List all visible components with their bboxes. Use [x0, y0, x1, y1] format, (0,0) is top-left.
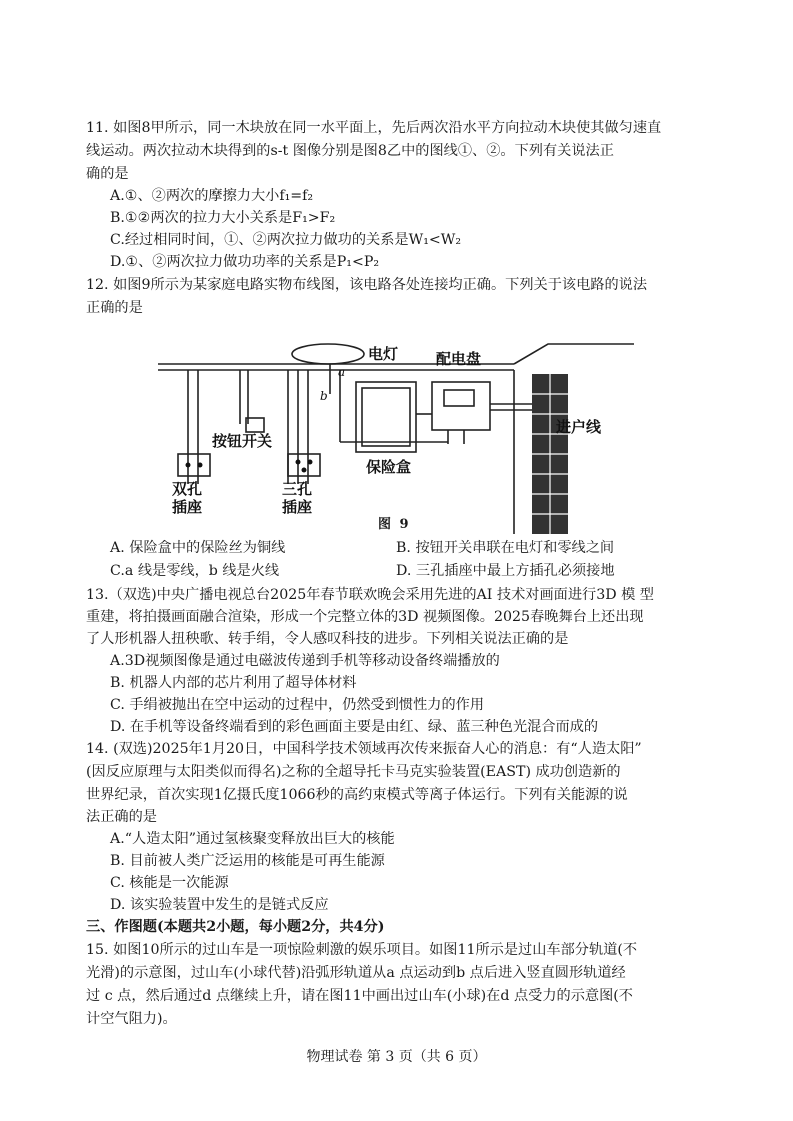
q13-line-1: 13.（双选)中央广播电视总台2025年春节联欢晚会采用先进的AI 技术对画面进行3D 模 型 — [86, 587, 654, 603]
entry-wire-label: 进户线 — [556, 418, 602, 436]
lamp-label: 电灯 — [368, 345, 399, 363]
q14-line-1: 14. (双选)2025年1月20日，中国科学技术领域再次传来振奋人心的消息：有“人造太阳” — [86, 741, 642, 757]
q15-line-3: 过 c 点，然后通过d 点继续上升，请在图11中画出过山车(小球)在d 点受力的示意图(不 — [86, 988, 633, 1004]
three-hole-socket-label-1: 三孔 — [282, 480, 313, 498]
panel-label: 配电盘 — [436, 350, 482, 368]
q11-line-2: 线运动。两次拉动木块得到的s-t 图像分别是图8乙中的图线①、②。下列有关说法正 — [86, 143, 614, 159]
q11-option-d: D.①、②两次拉力做功功率的关系是P₁<P₂ — [110, 254, 380, 270]
q11-line-1: 11. 如图8甲所示，同一木块放在同一水平面上，先后两次沿水平方向拉动木块使其做匀速直 — [86, 120, 662, 136]
two-hole-socket-label-2: 插座 — [172, 498, 203, 516]
q12-option-a: A. 保险盒中的保险丝为铜线 — [110, 540, 286, 556]
page-footer: 物理试卷 第 3 页（共 6 页） — [306, 1049, 487, 1065]
q14-line-4: 法正确的是 — [86, 809, 157, 825]
q14-option-c: C. 核能是一次能源 — [110, 875, 229, 891]
q13-option-d: D. 在手机等设备终端看到的彩色画面主要是由红、绿、蓝三种色光混合而成的 — [110, 719, 599, 735]
q14-option-b: B. 目前被人类广泛运用的核能是可再生能源 — [110, 853, 385, 869]
q14-option-a: A.“人造太阳”通过氢核聚变释放出巨大的核能 — [110, 831, 395, 847]
switch-label: 按钮开关 — [212, 432, 273, 450]
q11-line-3: 确的是 — [86, 166, 129, 182]
q15-line-1: 15. 如图10所示的过山车是一项惊险刺激的娱乐项目。如图11所示是过山车部分轨道(不 — [86, 942, 638, 958]
q13-line-3: 了人形机器人扭秧歌、转手绢，令人感叹科技的进步。下列相关说法正确的是 — [86, 631, 569, 647]
wire-b-label: b — [320, 389, 328, 403]
figure-9-caption: 图 9 — [378, 517, 411, 532]
q12-line-1: 12. 如图9所示为某家庭电路实物布线图，该电路各处连接均正确。下列关于该电路的说法 — [86, 277, 648, 293]
q14-option-d: D. 该实验装置中发生的是链式反应 — [110, 897, 329, 913]
q11-option-b: B.①②两次的拉力大小关系是F₁>F₂ — [110, 210, 336, 226]
q11-option-a: A.①、②两次的摩擦力大小f₁=f₂ — [110, 188, 314, 204]
q12-option-c: C.a 线是零线，b 线是火线 — [110, 563, 280, 579]
wire-a-label: a — [338, 365, 346, 379]
q13-option-a: A.3D视频图像是通过电磁波传递到手机等移动设备终端播放的 — [110, 653, 500, 669]
q12-option-d: D. 三孔插座中最上方插孔必须接地 — [396, 563, 615, 579]
q13-option-c: C. 手绢被抛出在空中运动的过程中，仍然受到惯性力的作用 — [110, 697, 485, 713]
q14-line-2: (因反应原理与太阳类似而得名)之称的全超导托卡马克实验装置(EAST) 成功创造新的 — [86, 764, 621, 780]
q14-line-3: 世界纪录，首次实现1亿摄氏度1066秒的高约束模式等离子体运行。下列有关能源的说 — [86, 787, 628, 803]
q12-option-b: B. 按钮开关串联在电灯和零线之间 — [396, 540, 615, 556]
section-3-heading: 三、作图题(本题共2小题，每小题2分，共4分) — [86, 919, 385, 935]
fuse-box-label: 保险盒 — [366, 458, 412, 476]
two-hole-socket-label-1: 双孔 — [172, 480, 203, 498]
figure-9-circuit-diagram — [148, 334, 634, 534]
q13-line-2: 重建，将拍摄画面融合渲染，形成一个完整立体的3D 视频图像。2025春晚舞台上还出现 — [86, 609, 644, 625]
q11-option-c: C.经过相同时间，①、②两次拉力做功的关系是W₁<W₂ — [110, 232, 462, 248]
three-hole-socket-label-2: 插座 — [282, 498, 313, 516]
q15-line-4: 计空气阻力)。 — [86, 1011, 177, 1027]
q15-line-2: 光滑)的示意图，过山车(小球代替)沿弧形轨道从a 点运动到b 点后进入竖直圆形轨道经 — [86, 965, 626, 981]
q13-option-b: B. 机器人内部的芯片利用了超导体材料 — [110, 675, 357, 691]
q12-line-2: 正确的是 — [86, 300, 143, 316]
